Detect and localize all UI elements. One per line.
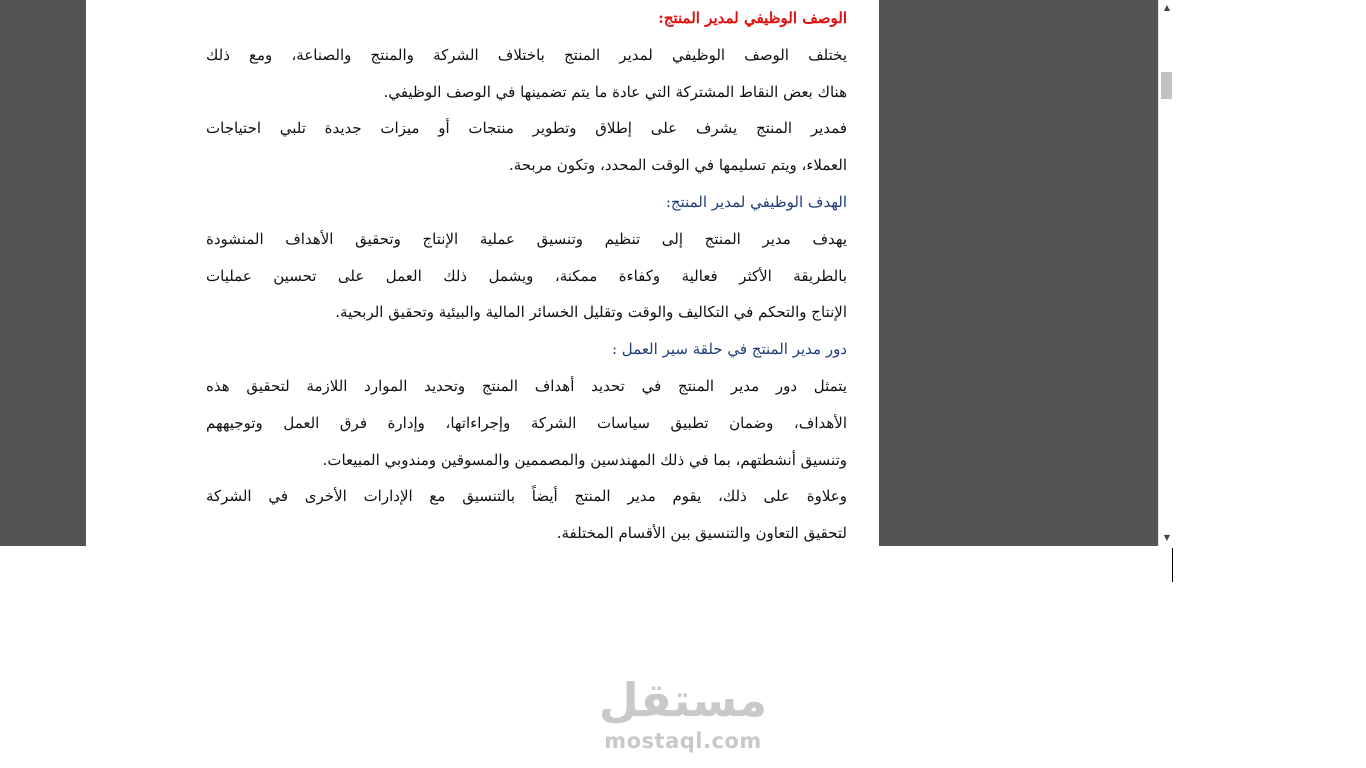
paragraph-line: يهدف مدير المنتج إلى تنظيم وتنسيق عملية الإنتاج وتحقيق الأهداف المنشودة bbox=[206, 229, 847, 248]
paragraph-line: الإنتاج والتحكم في التكاليف والوقت وتقليل الخسائر المالية والبيئية وتحقيق الربحية. bbox=[335, 303, 847, 322]
paragraph-line: بالطريقة الأكثر فعالية وكفاءة ممكنة، ويشمل ذلك العمل على تحسين عمليات bbox=[206, 266, 847, 285]
vertical-scrollbar[interactable] bbox=[1158, 0, 1174, 546]
watermark bbox=[598, 672, 768, 754]
paragraph-line: فمدير المنتج يشرف على إطلاق وتطوير منتجات أو ميزات جديدة تلبي احتياجات bbox=[206, 119, 847, 138]
scrollbar-thumb[interactable] bbox=[1161, 72, 1172, 99]
heading-job-description: الوصف الوظيفي لمدير المنتج: bbox=[658, 9, 847, 27]
paragraph-line: العملاء، ويتم تسليمها في الوقت المحدد، وتكون مربحة. bbox=[509, 156, 847, 175]
paragraph-line: الأهداف، وضمان تطبيق سياسات الشركة وإجراءاتها، وإدارة فرق العمل وتوجيههم bbox=[206, 413, 847, 432]
heading-job-goal: الهدف الوظيفي لمدير المنتج: bbox=[665, 192, 847, 211]
scroll-up-icon[interactable]: ▲ bbox=[1163, 3, 1171, 12]
paragraph-line: وعلاوة على ذلك، يقوم مدير المنتج أيضاً بالتنسيق مع الإدارات الأخرى في الشركة bbox=[206, 487, 847, 506]
paragraph-line: لتحقيق التعاون والتنسيق بين الأقسام المختلفة. bbox=[556, 524, 847, 543]
text-cursor bbox=[1172, 548, 1173, 582]
paragraph-line: وتنسيق أنشطتهم، بما في ذلك المهندسين والمصممين والمسوقين ومندوبي المبيعات. bbox=[322, 450, 847, 469]
heading-workflow-role: دور مدير المنتج في حلقة سير العمل : bbox=[611, 340, 847, 359]
watermark-logo: مستقل bbox=[598, 673, 768, 727]
paragraph-line: هناك بعض النقاط المشتركة التي عادة ما يتم تضمينها في الوصف الوظيفي. bbox=[383, 82, 847, 101]
paragraph-line: يتمثل دور مدير المنتج في تحديد أهداف المنتج وتحديد الموارد اللازمة لتحقيق هذه bbox=[206, 376, 847, 395]
paragraph-line: يختلف الوصف الوظيفي لمدير المنتج باختلاف الشركة والمنتج والصناعة، ومع ذلك bbox=[206, 45, 847, 64]
document-page bbox=[86, 0, 879, 546]
document-content bbox=[206, 0, 847, 546]
watermark-url: mostaql.com bbox=[604, 729, 762, 753]
scroll-down-icon[interactable]: ▼ bbox=[1163, 533, 1171, 542]
